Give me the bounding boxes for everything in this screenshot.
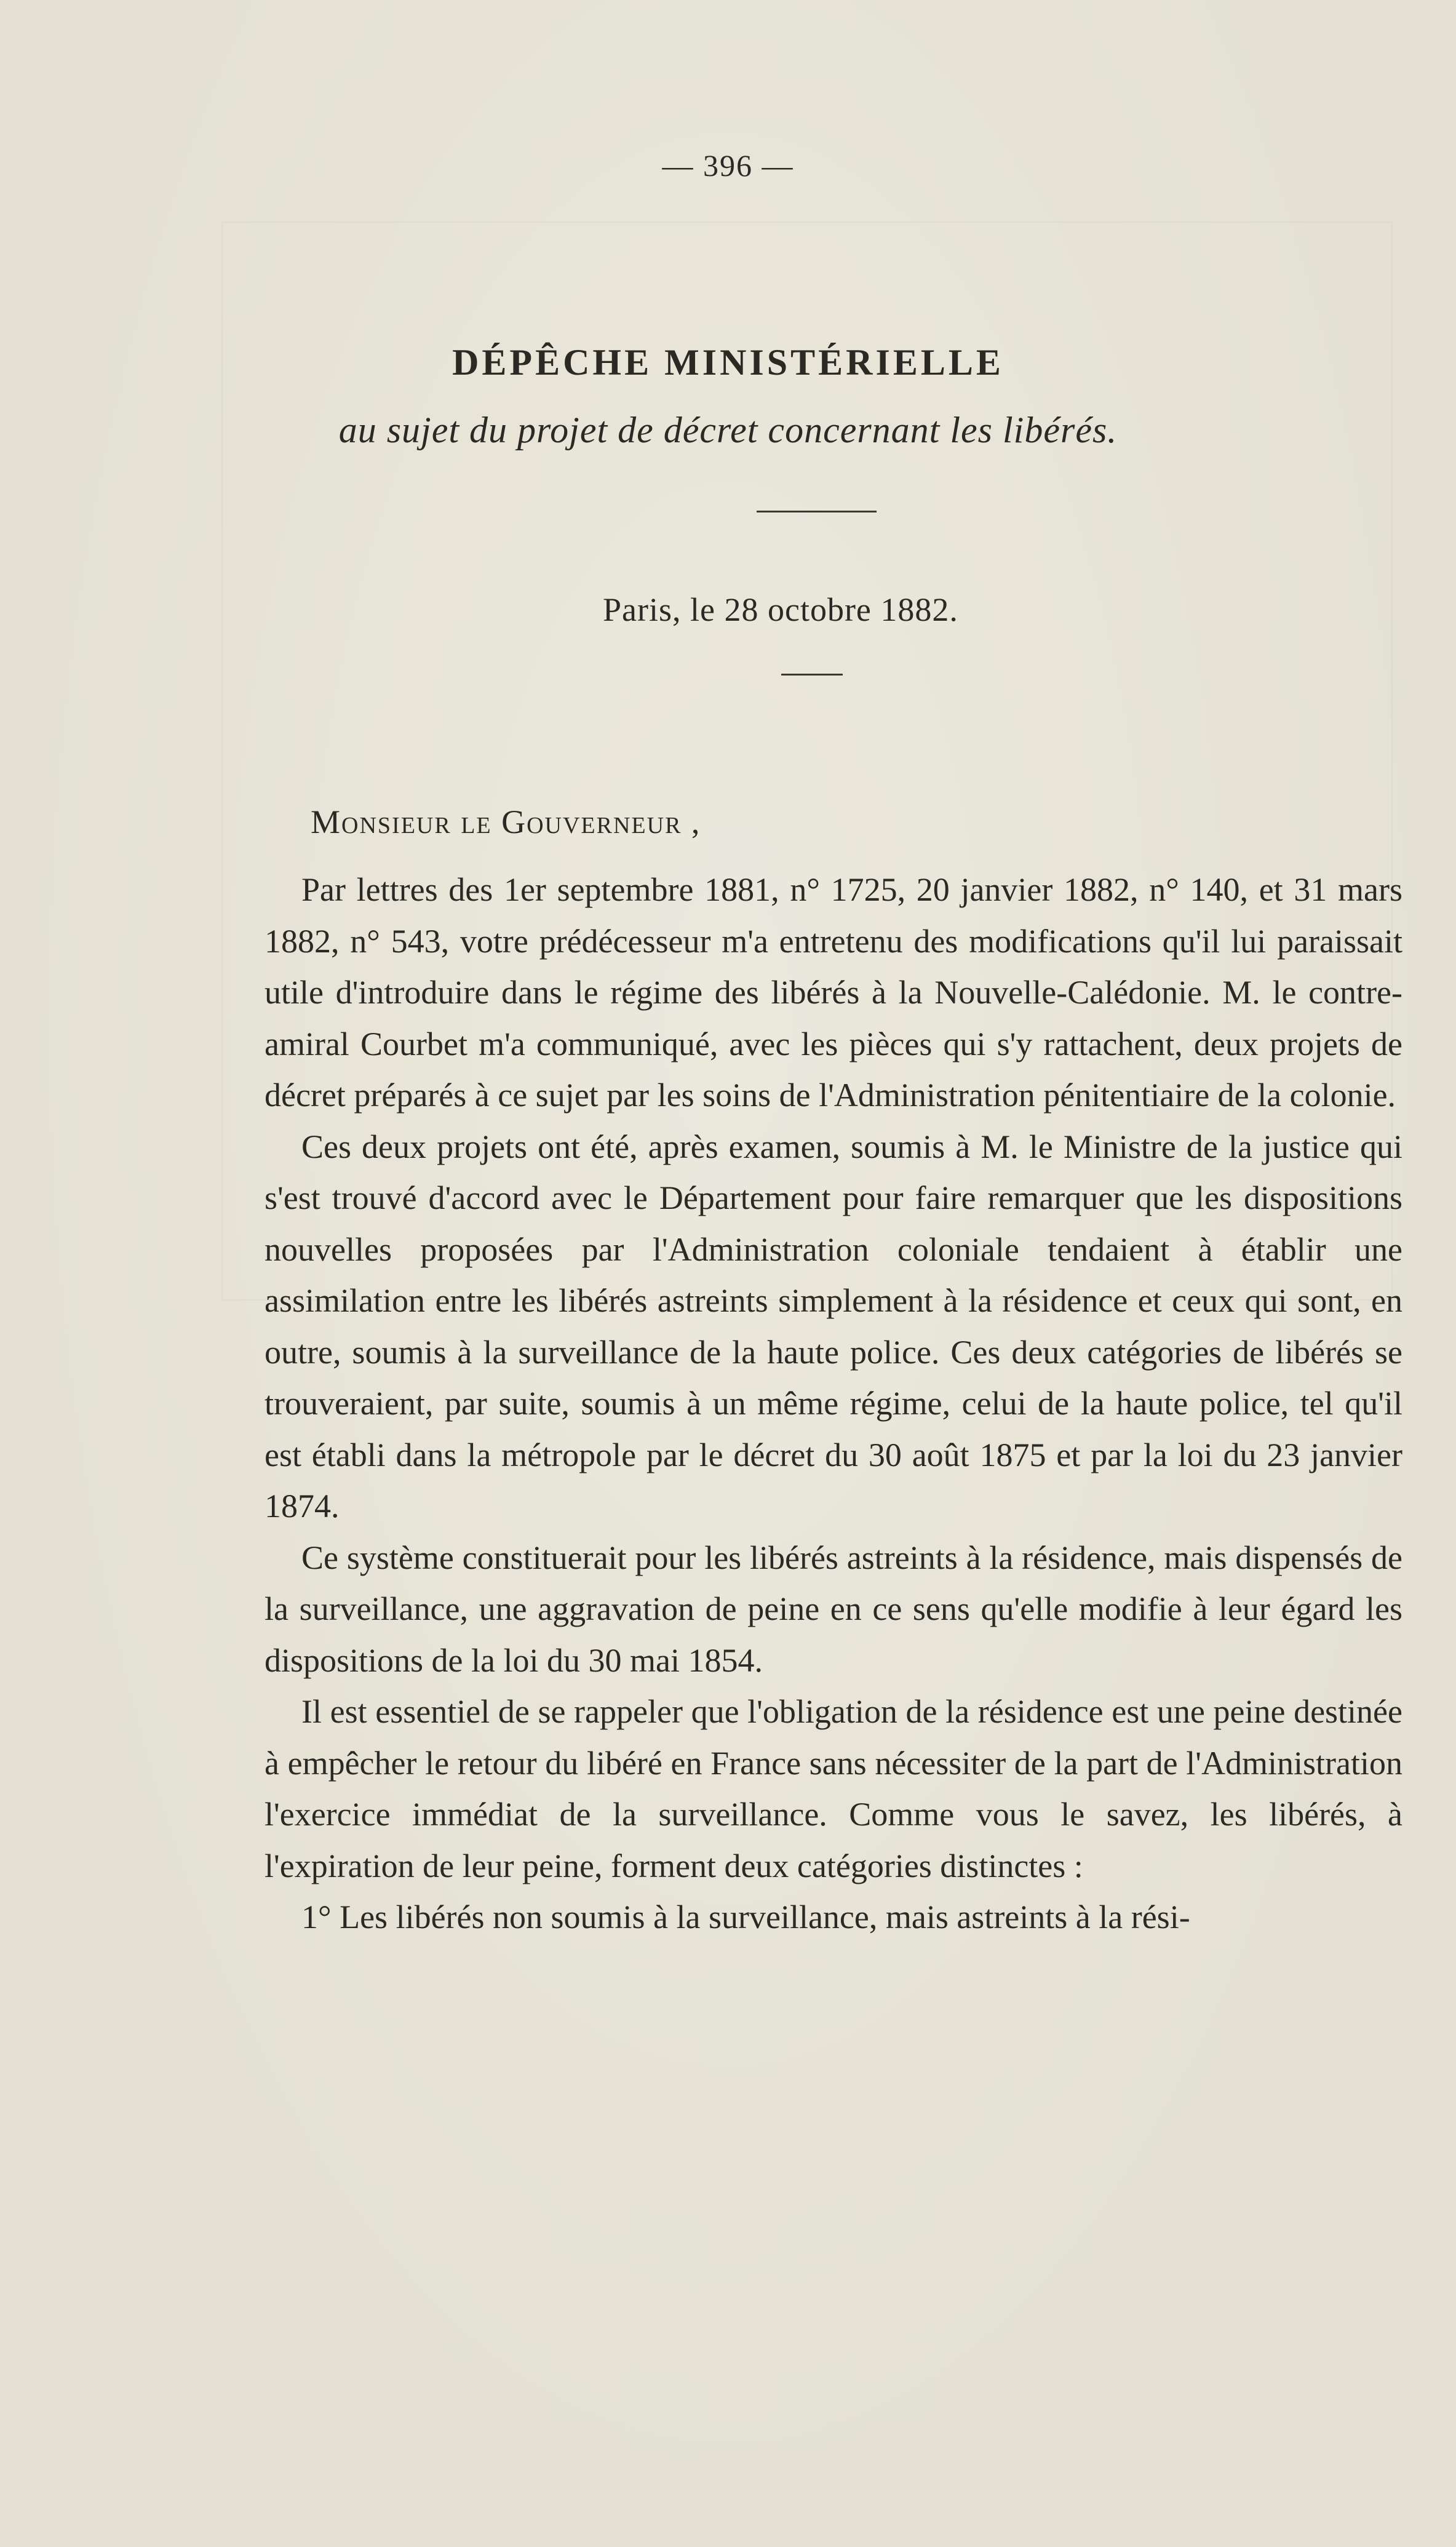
dateline: Paris, le 28 octobre 1882. <box>603 591 958 628</box>
title-rule <box>757 511 877 512</box>
document-subtitle: au sujet du projet de décret concernant les libérés. <box>338 410 1118 450</box>
paragraph-2: Ces deux projets ont été, après examen, soumis à M. le Ministre de la justice qui s'est trouvé d'accord avec le Département pour faire remarquer que les dispositions nouvelles proposées par l'Administration coloniale tendaient à établir une assimilation entre les libérés astreints simplement à la résidence et ceux qui sont, en outre, soumis à la surveillance de la haute police. Ces deux catégories de libérés se trouveraient, par suite, soumis à un même régime, celui de la haute police, tel qu'il est établi dans la métropole par le décret du 30 août 1875 et par la loi du 23 janvier 1874. <box>265 1128 1402 1525</box>
dateline-rule <box>781 674 843 676</box>
salutation: Monsieur le Gouverneur , <box>311 803 701 840</box>
paragraph-3: Ce système constituerait pour les libérés astreints à la résidence, mais dispensés de la surveillance, une aggravation de peine en ce sens qu'elle modifie à leur égard les dispositions de la loi du 30 mai 1854. <box>265 1539 1402 1679</box>
paragraph-5: 1° Les libérés non soumis à la surveillance, mais astreints à la rési- <box>301 1899 1190 1935</box>
document-title: DÉPÊCHE MINISTÉRIELLE <box>452 342 1004 383</box>
paragraph-1: Par lettres des 1er septembre 1881, n° 1725, 20 janvier 1882, n° 140, et 31 mars 1882, n° 543, votre prédécesseur m'a entretenu des modifications qu'il lui paraissait utile d'introduire dans le régime des libérés à la Nouvelle-Calédonie. M. le contre-amiral Courbet m'a communiqué, avec les pièces qui s'y rattachent, deux projets de décret préparés à ce sujet par les soins de l'Administration pénitentiaire de la colonie. <box>265 871 1402 1114</box>
letter-body <box>265 864 1402 1943</box>
paragraph-4: Il est essentiel de se rappeler que l'obligation de la résidence est une peine destinée à empêcher le retour du libéré en France sans nécessiter de la part de l'Administration l'exercice immédiat de la surveillance. Comme vous le savez, les libérés, à l'expiration de leur peine, forment deux catégories distinctes : <box>265 1693 1402 1884</box>
page-number: — 396 — <box>662 148 794 183</box>
